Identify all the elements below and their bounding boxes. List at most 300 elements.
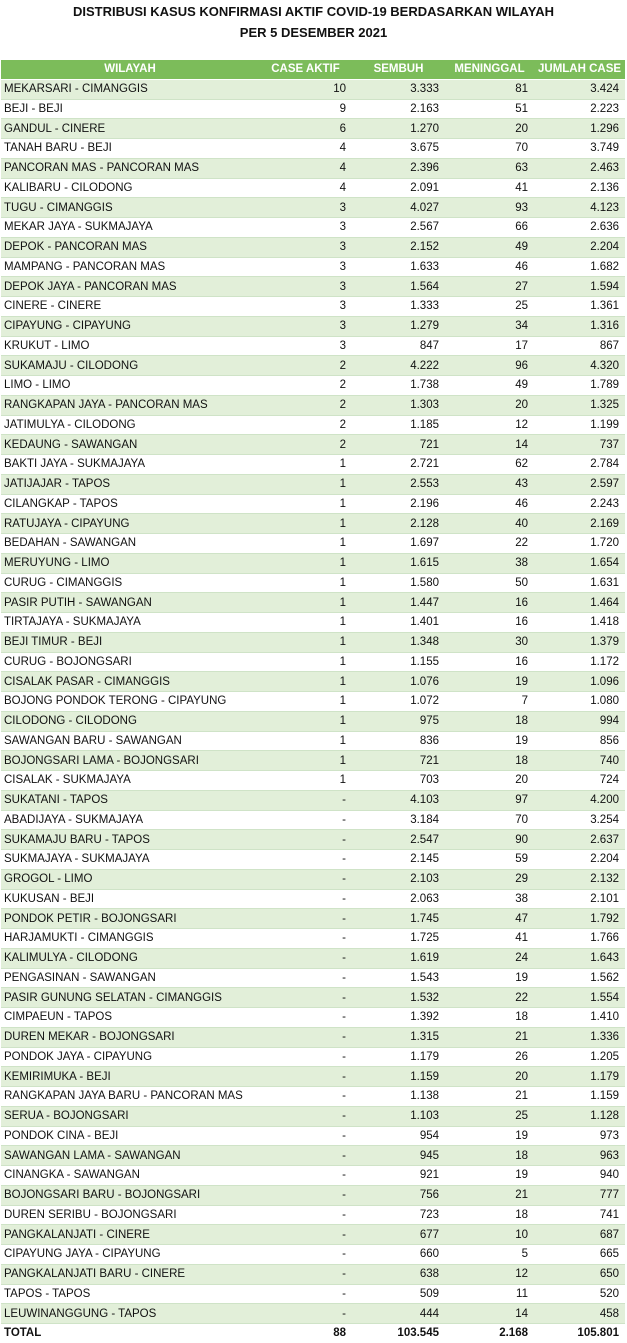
table-row: [1, 218, 625, 238]
cell-meninggal: 18: [445, 1205, 534, 1225]
cell-sembuh: 836: [352, 731, 445, 751]
cell-jumlah-case: 520: [534, 1284, 625, 1304]
cell-sembuh: 2.553: [352, 474, 445, 494]
case-table-container: [1, 60, 625, 1343]
cell-wilayah: BOJONG PONDOK TERONG - CIPAYUNG: [1, 692, 259, 712]
cell-sembuh: 1.392: [352, 1008, 445, 1028]
cell-sembuh: 444: [352, 1304, 445, 1324]
cell-case-aktif: 2: [259, 376, 352, 396]
cell-case-aktif: 2: [259, 415, 352, 435]
header-case-aktif: CASE AKTIF: [259, 60, 352, 79]
cell-jumlah-case: 4.200: [534, 790, 625, 810]
cell-wilayah: PONDOK PETIR - BOJONGSARI: [1, 909, 259, 929]
cell-meninggal: 16: [445, 652, 534, 672]
cell-case-aktif: -: [259, 1166, 352, 1186]
cell-wilayah: CURUG - CIMANGGIS: [1, 573, 259, 593]
cell-jumlah-case: 2.636: [534, 218, 625, 238]
cell-jumlah-case: 867: [534, 336, 625, 356]
table-row: [1, 534, 625, 554]
cell-jumlah-case: 2.101: [534, 889, 625, 909]
cell-jumlah-case: 2.204: [534, 237, 625, 257]
table-row: [1, 1106, 625, 1126]
cell-case-aktif: 3: [259, 218, 352, 238]
cell-jumlah-case: 3.254: [534, 810, 625, 830]
cell-sembuh: 756: [352, 1185, 445, 1205]
cell-meninggal: 18: [445, 1146, 534, 1166]
cell-jumlah-case: 973: [534, 1126, 625, 1146]
cell-meninggal: 24: [445, 948, 534, 968]
cell-meninggal: 22: [445, 988, 534, 1008]
cell-sembuh: 723: [352, 1205, 445, 1225]
cell-jumlah-case: 1.199: [534, 415, 625, 435]
cell-wilayah: CISALAK PASAR - CIMANGGIS: [1, 672, 259, 692]
table-header: [1, 60, 625, 79]
cell-case-aktif: 3: [259, 297, 352, 317]
cell-jumlah-case: 1.379: [534, 632, 625, 652]
table-row: [1, 1166, 625, 1186]
cell-sembuh: 1.076: [352, 672, 445, 692]
header-row: [1, 60, 625, 79]
cell-sembuh: 1.447: [352, 593, 445, 613]
table-row: [1, 731, 625, 751]
cell-jumlah-case: 940: [534, 1166, 625, 1186]
cell-case-aktif: 9: [259, 99, 352, 119]
table-row: [1, 178, 625, 198]
cell-wilayah: MEKARSARI - CIMANGGIS: [1, 79, 259, 99]
cell-wilayah: DUREN MEKAR - BOJONGSARI: [1, 1027, 259, 1047]
cell-jumlah-case: 1.205: [534, 1047, 625, 1067]
cell-case-aktif: 6: [259, 119, 352, 139]
cell-meninggal: 20: [445, 1067, 534, 1087]
cell-case-aktif: -: [259, 810, 352, 830]
cell-wilayah: GANDUL - CINERE: [1, 119, 259, 139]
cell-meninggal: 14: [445, 435, 534, 455]
cell-jumlah-case: 2.223: [534, 99, 625, 119]
cell-sembuh: 1.697: [352, 534, 445, 554]
cell-case-aktif: 1: [259, 534, 352, 554]
cell-jumlah-case: 740: [534, 751, 625, 771]
cell-jumlah-case: 1.172: [534, 652, 625, 672]
cell-wilayah: KRUKUT - LIMO: [1, 336, 259, 356]
cell-jumlah-case: 856: [534, 731, 625, 751]
table-row: [1, 1245, 625, 1265]
cell-sembuh: 4.027: [352, 198, 445, 218]
cell-wilayah: KEDAUNG - SAWANGAN: [1, 435, 259, 455]
table-row: [1, 198, 625, 218]
cell-meninggal: 97: [445, 790, 534, 810]
table-row: [1, 1027, 625, 1047]
cell-case-aktif: -: [259, 1008, 352, 1028]
cell-meninggal: 66: [445, 218, 534, 238]
cell-case-aktif: 10: [259, 79, 352, 99]
cell-wilayah: BAKTI JAYA - SUKMAJAYA: [1, 455, 259, 475]
cell-case-aktif: 1: [259, 573, 352, 593]
cell-meninggal: 41: [445, 178, 534, 198]
title-line-2: PER 5 DESEMBER 2021: [239, 25, 388, 40]
cell-sembuh: 509: [352, 1284, 445, 1304]
table-row: [1, 435, 625, 455]
cell-jumlah-case: 737: [534, 435, 625, 455]
cell-jumlah-case: 1.682: [534, 257, 625, 277]
cell-meninggal: 10: [445, 1225, 534, 1245]
cell-sembuh: 954: [352, 1126, 445, 1146]
table-row: [1, 474, 625, 494]
cell-case-aktif: -: [259, 1205, 352, 1225]
cell-sembuh: 975: [352, 711, 445, 731]
cell-meninggal: 62: [445, 455, 534, 475]
cell-meninggal: 14: [445, 1304, 534, 1324]
cell-jumlah-case: 1.464: [534, 593, 625, 613]
cell-case-aktif: 3: [259, 316, 352, 336]
cell-wilayah: BEJI TIMUR - BEJI: [1, 632, 259, 652]
cell-case-aktif: -: [259, 1146, 352, 1166]
cell-jumlah-case: 2.784: [534, 455, 625, 475]
cell-meninggal: 49: [445, 376, 534, 396]
cell-wilayah: MAMPANG - PANCORAN MAS: [1, 257, 259, 277]
cell-case-aktif: 2: [259, 435, 352, 455]
cell-jumlah-case: 1.410: [534, 1008, 625, 1028]
cell-meninggal: 40: [445, 514, 534, 534]
report-title: [0, 0, 627, 44]
table-row: [1, 1304, 625, 1324]
table-row: [1, 1067, 625, 1087]
cell-wilayah: CILODONG - CILODONG: [1, 711, 259, 731]
cell-sembuh: 1.185: [352, 415, 445, 435]
cell-wilayah: PASIR PUTIH - SAWANGAN: [1, 593, 259, 613]
cell-case-aktif: -: [259, 909, 352, 929]
cell-meninggal: 19: [445, 672, 534, 692]
cell-jumlah-case: 1.789: [534, 376, 625, 396]
cell-wilayah: CILANGKAP - TAPOS: [1, 494, 259, 514]
table-row: [1, 1146, 625, 1166]
cell-meninggal: 93: [445, 198, 534, 218]
table-row: [1, 119, 625, 139]
cell-case-aktif: 4: [259, 178, 352, 198]
cell-wilayah: CIPAYUNG - CIPAYUNG: [1, 316, 259, 336]
table-row: [1, 810, 625, 830]
cell-jumlah-case: 2.132: [534, 869, 625, 889]
cell-jumlah-case: 2.463: [534, 158, 625, 178]
cell-wilayah: RANGKAPAN JAYA - PANCORAN MAS: [1, 395, 259, 415]
cell-sembuh: 638: [352, 1264, 445, 1284]
cell-meninggal: 59: [445, 850, 534, 870]
cell-meninggal: 21: [445, 1027, 534, 1047]
table-row: [1, 514, 625, 534]
cell-meninggal: 34: [445, 316, 534, 336]
cell-wilayah: RATUJAYA - CIPAYUNG: [1, 514, 259, 534]
cell-jumlah-case: 1.594: [534, 277, 625, 297]
table-row: [1, 988, 625, 1008]
header-wilayah: WILAYAH: [1, 60, 259, 79]
cell-case-aktif: -: [259, 1027, 352, 1047]
cell-jumlah-case: 2.204: [534, 850, 625, 870]
table-row: [1, 692, 625, 712]
cell-sembuh: 921: [352, 1166, 445, 1186]
cell-case-aktif: -: [259, 929, 352, 949]
cell-sembuh: 847: [352, 336, 445, 356]
cell-wilayah: JATIMULYA - CILODONG: [1, 415, 259, 435]
cell-wilayah: BOJONGSARI LAMA - BOJONGSARI: [1, 751, 259, 771]
cell-jumlah-case: 2.169: [534, 514, 625, 534]
cell-jumlah-case: 687: [534, 1225, 625, 1245]
cell-case-aktif: -: [259, 1047, 352, 1067]
cell-jumlah-case: 1.325: [534, 395, 625, 415]
cell-wilayah: CIMPAEUN - TAPOS: [1, 1008, 259, 1028]
cell-meninggal: 63: [445, 158, 534, 178]
cell-wilayah: MEKAR JAYA - SUKMAJAYA: [1, 218, 259, 238]
cell-sembuh: 1.738: [352, 376, 445, 396]
cell-jumlah-case: 650: [534, 1264, 625, 1284]
cell-sembuh: 677: [352, 1225, 445, 1245]
cell-wilayah: PANCORAN MAS - PANCORAN MAS: [1, 158, 259, 178]
cell-case-aktif: 1: [259, 455, 352, 475]
table-row: [1, 830, 625, 850]
cell-meninggal: 18: [445, 1008, 534, 1028]
cell-wilayah: PONDOK CINA - BEJI: [1, 1126, 259, 1146]
cell-wilayah: SAWANGAN LAMA - SAWANGAN: [1, 1146, 259, 1166]
cell-wilayah: TAPOS - TAPOS: [1, 1284, 259, 1304]
cell-meninggal: 11: [445, 1284, 534, 1304]
table-body: [1, 79, 625, 1323]
table-row: [1, 948, 625, 968]
cell-sembuh: 2.063: [352, 889, 445, 909]
cell-wilayah: PENGASINAN - SAWANGAN: [1, 968, 259, 988]
cell-meninggal: 38: [445, 889, 534, 909]
cell-wilayah: JATIJAJAR - TAPOS: [1, 474, 259, 494]
cell-jumlah-case: 2.637: [534, 830, 625, 850]
cell-case-aktif: 1: [259, 672, 352, 692]
cell-case-aktif: 1: [259, 593, 352, 613]
cell-case-aktif: -: [259, 790, 352, 810]
table-row: [1, 929, 625, 949]
cell-jumlah-case: 1.296: [534, 119, 625, 139]
cell-sembuh: 1.270: [352, 119, 445, 139]
table-row: [1, 376, 625, 396]
total-sembuh: 103.545: [352, 1324, 445, 1343]
cell-sembuh: 721: [352, 751, 445, 771]
table-row: [1, 99, 625, 119]
cell-meninggal: 46: [445, 494, 534, 514]
cell-case-aktif: -: [259, 988, 352, 1008]
cell-case-aktif: 2: [259, 356, 352, 376]
table-row: [1, 158, 625, 178]
table-row: [1, 968, 625, 988]
cell-meninggal: 43: [445, 474, 534, 494]
cell-meninggal: 16: [445, 613, 534, 633]
cell-sembuh: 1.725: [352, 929, 445, 949]
cell-meninggal: 16: [445, 593, 534, 613]
cell-jumlah-case: 1.179: [534, 1067, 625, 1087]
cell-case-aktif: -: [259, 830, 352, 850]
cell-wilayah: PANGKALANJATI - CINERE: [1, 1225, 259, 1245]
cell-wilayah: DEPOK - PANCORAN MAS: [1, 237, 259, 257]
cell-sembuh: 2.396: [352, 158, 445, 178]
cell-wilayah: KALIBARU - CILODONG: [1, 178, 259, 198]
cell-sembuh: 2.091: [352, 178, 445, 198]
cell-jumlah-case: 1.159: [534, 1087, 625, 1107]
cell-sembuh: 1.532: [352, 988, 445, 1008]
cell-sembuh: 1.159: [352, 1067, 445, 1087]
cell-sembuh: 1.401: [352, 613, 445, 633]
table-row: [1, 1185, 625, 1205]
table-row: [1, 277, 625, 297]
cell-case-aktif: 1: [259, 494, 352, 514]
cell-jumlah-case: 1.080: [534, 692, 625, 712]
cell-case-aktif: -: [259, 1185, 352, 1205]
cell-sembuh: 945: [352, 1146, 445, 1166]
cell-case-aktif: 1: [259, 474, 352, 494]
cell-case-aktif: -: [259, 1106, 352, 1126]
cell-meninggal: 20: [445, 119, 534, 139]
cell-meninggal: 30: [445, 632, 534, 652]
cell-sembuh: 1.564: [352, 277, 445, 297]
cell-jumlah-case: 741: [534, 1205, 625, 1225]
cell-meninggal: 38: [445, 553, 534, 573]
cell-sembuh: 1.179: [352, 1047, 445, 1067]
cell-meninggal: 19: [445, 1166, 534, 1186]
cell-jumlah-case: 724: [534, 771, 625, 791]
cell-sembuh: 1.543: [352, 968, 445, 988]
cell-jumlah-case: 3.749: [534, 139, 625, 159]
cell-sembuh: 660: [352, 1245, 445, 1265]
cell-case-aktif: 1: [259, 652, 352, 672]
cell-jumlah-case: 2.243: [534, 494, 625, 514]
cell-meninggal: 7: [445, 692, 534, 712]
table-footer: [1, 1324, 625, 1343]
cell-case-aktif: -: [259, 1245, 352, 1265]
table-row: [1, 1008, 625, 1028]
cell-meninggal: 20: [445, 395, 534, 415]
cell-sembuh: 1.315: [352, 1027, 445, 1047]
cell-wilayah: BEJI - BEJI: [1, 99, 259, 119]
cell-meninggal: 70: [445, 810, 534, 830]
cell-case-aktif: 1: [259, 553, 352, 573]
cell-sembuh: 1.155: [352, 652, 445, 672]
table-row: [1, 869, 625, 889]
cell-wilayah: BEDAHAN - SAWANGAN: [1, 534, 259, 554]
table-row: [1, 790, 625, 810]
cell-case-aktif: -: [259, 1225, 352, 1245]
cell-case-aktif: 3: [259, 336, 352, 356]
table-row: [1, 395, 625, 415]
cell-wilayah: CISALAK - SUKMAJAYA: [1, 771, 259, 791]
table-row: [1, 297, 625, 317]
cell-wilayah: SUKMAJAYA - SUKMAJAYA: [1, 850, 259, 870]
table-row: [1, 850, 625, 870]
cell-wilayah: KEMIRIMUKA - BEJI: [1, 1067, 259, 1087]
cell-wilayah: TUGU - CIMANGGIS: [1, 198, 259, 218]
cell-sembuh: 1.580: [352, 573, 445, 593]
cell-wilayah: BOJONGSARI BARU - BOJONGSARI: [1, 1185, 259, 1205]
cell-case-aktif: 1: [259, 692, 352, 712]
cell-sembuh: 2.145: [352, 850, 445, 870]
cell-meninggal: 25: [445, 297, 534, 317]
cell-meninggal: 96: [445, 356, 534, 376]
cell-sembuh: 2.163: [352, 99, 445, 119]
cell-case-aktif: -: [259, 1264, 352, 1284]
table-row: [1, 613, 625, 633]
cell-meninggal: 5: [445, 1245, 534, 1265]
cell-sembuh: 1.279: [352, 316, 445, 336]
cell-meninggal: 21: [445, 1087, 534, 1107]
cell-case-aktif: -: [259, 1304, 352, 1324]
header-meninggal: MENINGGAL: [445, 60, 534, 79]
cell-meninggal: 22: [445, 534, 534, 554]
cell-sembuh: 1.348: [352, 632, 445, 652]
cell-jumlah-case: 1.096: [534, 672, 625, 692]
cell-meninggal: 70: [445, 139, 534, 159]
table-row: [1, 494, 625, 514]
cell-meninggal: 25: [445, 1106, 534, 1126]
cell-case-aktif: 4: [259, 158, 352, 178]
cell-case-aktif: -: [259, 889, 352, 909]
cell-sembuh: 2.128: [352, 514, 445, 534]
cell-meninggal: 18: [445, 751, 534, 771]
cell-case-aktif: 1: [259, 771, 352, 791]
table-row: [1, 672, 625, 692]
cell-jumlah-case: 1.316: [534, 316, 625, 336]
cell-wilayah: SAWANGAN BARU - SAWANGAN: [1, 731, 259, 751]
cell-meninggal: 21: [445, 1185, 534, 1205]
cell-sembuh: 2.567: [352, 218, 445, 238]
cell-meninggal: 19: [445, 1126, 534, 1146]
cell-meninggal: 29: [445, 869, 534, 889]
cell-wilayah: LEUWINANGGUNG - TAPOS: [1, 1304, 259, 1324]
cell-wilayah: RANGKAPAN JAYA BARU - PANCORAN MAS: [1, 1087, 259, 1107]
cell-wilayah: GROGOL - LIMO: [1, 869, 259, 889]
cell-sembuh: 1.333: [352, 297, 445, 317]
table-row: [1, 356, 625, 376]
table-row: [1, 573, 625, 593]
cell-sembuh: 703: [352, 771, 445, 791]
cell-meninggal: 17: [445, 336, 534, 356]
cell-wilayah: CINERE - CINERE: [1, 297, 259, 317]
cell-wilayah: MERUYUNG - LIMO: [1, 553, 259, 573]
cell-sembuh: 2.196: [352, 494, 445, 514]
cell-sembuh: 1.745: [352, 909, 445, 929]
cell-wilayah: PANGKALANJATI BARU - CINERE: [1, 1264, 259, 1284]
cell-jumlah-case: 1.554: [534, 988, 625, 1008]
cell-jumlah-case: 1.336: [534, 1027, 625, 1047]
cell-jumlah-case: 1.766: [534, 929, 625, 949]
cell-jumlah-case: 994: [534, 711, 625, 731]
table-row: [1, 1087, 625, 1107]
cell-wilayah: CURUG - BOJONGSARI: [1, 652, 259, 672]
table-row: [1, 1264, 625, 1284]
total-label: TOTAL: [1, 1324, 259, 1343]
cell-sembuh: 1.103: [352, 1106, 445, 1126]
cell-sembuh: 3.333: [352, 79, 445, 99]
cell-case-aktif: 3: [259, 257, 352, 277]
cell-jumlah-case: 2.136: [534, 178, 625, 198]
table-row: [1, 237, 625, 257]
table-row: [1, 1205, 625, 1225]
cell-jumlah-case: 2.597: [534, 474, 625, 494]
table-row: [1, 257, 625, 277]
table-row: [1, 139, 625, 159]
cell-case-aktif: -: [259, 968, 352, 988]
table-row: [1, 652, 625, 672]
cell-jumlah-case: 665: [534, 1245, 625, 1265]
table-row: [1, 909, 625, 929]
cell-sembuh: 1.633: [352, 257, 445, 277]
cell-jumlah-case: 777: [534, 1185, 625, 1205]
cell-jumlah-case: 4.320: [534, 356, 625, 376]
table-row: [1, 1126, 625, 1146]
total-case-aktif: 88: [259, 1324, 352, 1343]
table-row: [1, 553, 625, 573]
cell-wilayah: PONDOK JAYA - CIPAYUNG: [1, 1047, 259, 1067]
